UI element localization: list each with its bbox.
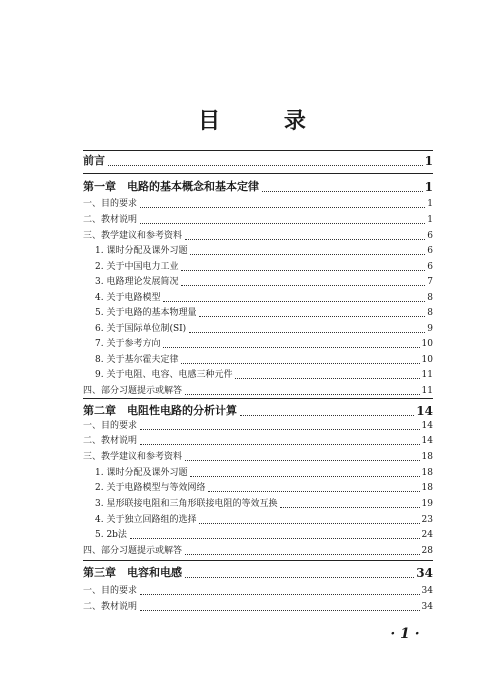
toc-entry[interactable] <box>83 530 433 541</box>
toc-entry[interactable] <box>83 404 433 418</box>
toc-entry-title: 1. 课时分配及课外习题 <box>95 468 188 478</box>
dot-leader <box>185 238 425 240</box>
toc-entry-title: 三、教学建议和参考资料 <box>83 231 183 241</box>
toc-entry[interactable] <box>83 386 433 397</box>
toc-entry-page: 11 <box>421 370 433 380</box>
toc-entry[interactable] <box>83 324 433 335</box>
toc-entry[interactable] <box>83 515 433 526</box>
toc-entry[interactable] <box>83 262 433 273</box>
toc-entry-title: 2. 关于电路模型与等效网络 <box>95 483 206 493</box>
dot-leader <box>185 393 420 395</box>
dot-leader <box>140 222 425 224</box>
toc-entry-title: 4. 关于电路模型 <box>95 293 161 303</box>
dot-leader <box>140 428 420 430</box>
dot-leader <box>185 553 420 555</box>
toc-entry[interactable] <box>83 436 433 447</box>
toc-entry[interactable] <box>83 483 433 494</box>
toc-entry-title: 2. 关于中国电力工业 <box>95 262 179 272</box>
toc-entry-page: 18 <box>421 483 433 493</box>
toc-entry-title: 一、目的要求 <box>83 586 138 596</box>
dot-leader <box>163 300 425 302</box>
dot-leader <box>185 576 414 578</box>
dot-leader <box>189 331 425 333</box>
toc-entry-title: 四、部分习题提示或解答 <box>83 546 183 556</box>
dot-leader <box>163 346 419 348</box>
toc-entry-page: 14 <box>416 404 433 418</box>
toc-entry-page: 8 <box>427 293 433 303</box>
toc-entry[interactable] <box>83 586 433 597</box>
top-divider <box>83 150 433 151</box>
toc-entry-title: 第二章 电阻性电路的分析计算 <box>83 404 237 417</box>
toc-entry[interactable] <box>83 277 433 288</box>
toc-entry[interactable] <box>83 231 433 242</box>
page-title: 目 录 <box>198 108 334 134</box>
toc-entry-title: 9. 关于电阻、电容、电感三种元件 <box>95 370 233 380</box>
dot-leader <box>262 190 423 192</box>
toc-entry-title: 1. 课时分配及课外习题 <box>95 246 188 256</box>
toc-entry-title: 一、目的要求 <box>83 199 138 209</box>
toc-entry-page: 34 <box>421 586 433 596</box>
toc-entry-page: 8 <box>427 308 433 318</box>
toc-entry-page: 6 <box>427 246 433 256</box>
dot-leader <box>140 593 420 595</box>
toc-entry-page: 1 <box>427 199 433 209</box>
chapter-divider <box>83 398 433 399</box>
toc-entry[interactable] <box>83 499 433 510</box>
toc-entry-page: 23 <box>421 515 433 525</box>
toc-entry[interactable] <box>83 468 433 479</box>
dot-leader <box>140 609 420 611</box>
toc-entry-title: 二、教材说明 <box>83 602 138 612</box>
dot-leader <box>240 414 414 416</box>
toc-entry[interactable] <box>83 546 433 557</box>
chapter-divider <box>83 560 433 561</box>
toc-entry-title: 4. 关于独立回路组的选择 <box>95 515 197 525</box>
toc-entry-page: 14 <box>421 421 433 431</box>
toc-entry[interactable] <box>83 452 433 463</box>
toc-entry-title: 二、教材说明 <box>83 436 138 446</box>
toc-entry[interactable] <box>83 370 433 381</box>
toc-entry-page: 34 <box>421 602 433 612</box>
toc-entry-title: 一、目的要求 <box>83 421 138 431</box>
dot-leader <box>190 253 425 255</box>
toc-entry-title: 5. 2b法 <box>95 530 127 540</box>
toc-entry-page: 11 <box>421 386 433 396</box>
toc-entry-page: 1 <box>424 154 433 168</box>
toc-entry-title: 5. 关于电路的基本物理量 <box>95 308 197 318</box>
toc-entry-title: 6. 关于国际单位制(SI) <box>95 324 187 334</box>
toc-entry[interactable] <box>83 355 433 366</box>
toc-entry[interactable] <box>83 154 433 168</box>
toc-entry[interactable] <box>83 293 433 304</box>
toc-entry[interactable] <box>83 339 433 350</box>
dot-leader <box>181 284 425 286</box>
dot-leader <box>280 506 419 508</box>
toc-entry[interactable] <box>83 246 433 257</box>
toc-entry-page: 10 <box>421 339 433 349</box>
toc-entry-title: 第一章 电路的基本概念和基本定律 <box>83 180 259 193</box>
toc-entry-page: 6 <box>427 262 433 272</box>
dot-leader <box>185 459 420 461</box>
dot-leader <box>190 475 419 477</box>
toc-entry-title: 前言 <box>83 154 105 167</box>
dot-leader <box>199 315 425 317</box>
dot-leader <box>140 206 425 208</box>
toc-entry-page: 6 <box>427 231 433 241</box>
dot-leader <box>140 443 420 445</box>
page-number: · 1 · <box>390 626 420 642</box>
toc-entry[interactable] <box>83 308 433 319</box>
chapter-divider <box>83 173 433 174</box>
toc-entry-page: 19 <box>421 499 433 509</box>
toc-entry[interactable] <box>83 566 433 580</box>
toc-entry-page: 1 <box>427 215 433 225</box>
toc-entry-page: 10 <box>421 355 433 365</box>
dot-leader <box>108 164 423 166</box>
toc-entry-title: 7. 关于参考方向 <box>95 339 161 349</box>
toc-entry-page: 14 <box>421 436 433 446</box>
toc-entry[interactable] <box>83 602 433 613</box>
toc-entry-title: 二、教材说明 <box>83 215 138 225</box>
dot-leader <box>199 522 419 524</box>
dot-leader <box>235 377 419 379</box>
toc-entry-page: 28 <box>421 546 433 556</box>
dot-leader <box>181 362 419 364</box>
dot-leader <box>181 269 425 271</box>
toc-entry[interactable] <box>83 180 433 194</box>
toc-entry-title: 8. 关于基尔霍夫定律 <box>95 355 179 365</box>
toc-entry-page: 24 <box>421 530 433 540</box>
toc-entry-page: 1 <box>424 180 433 194</box>
toc-entry-page: 7 <box>427 277 433 287</box>
dot-leader <box>208 490 419 492</box>
toc-entry-title: 第三章 电容和电感 <box>83 566 182 579</box>
toc-entry-page: 18 <box>421 468 433 478</box>
toc-entry-page: 34 <box>416 566 433 580</box>
toc-entry-title: 3. 星形联接电阻和三角形联接电阻的等效互换 <box>95 499 278 509</box>
toc-entry[interactable] <box>83 421 433 432</box>
toc-entry-title: 四、部分习题提示或解答 <box>83 386 183 396</box>
toc-entry-page: 9 <box>427 324 433 334</box>
toc-entry[interactable] <box>83 215 433 226</box>
toc-entry-page: 18 <box>421 452 433 462</box>
toc-entry[interactable] <box>83 199 433 210</box>
toc-entry-title: 三、教学建议和参考资料 <box>83 452 183 462</box>
toc-entry-title: 3. 电路理论发展简况 <box>95 277 179 287</box>
dot-leader <box>130 537 420 539</box>
